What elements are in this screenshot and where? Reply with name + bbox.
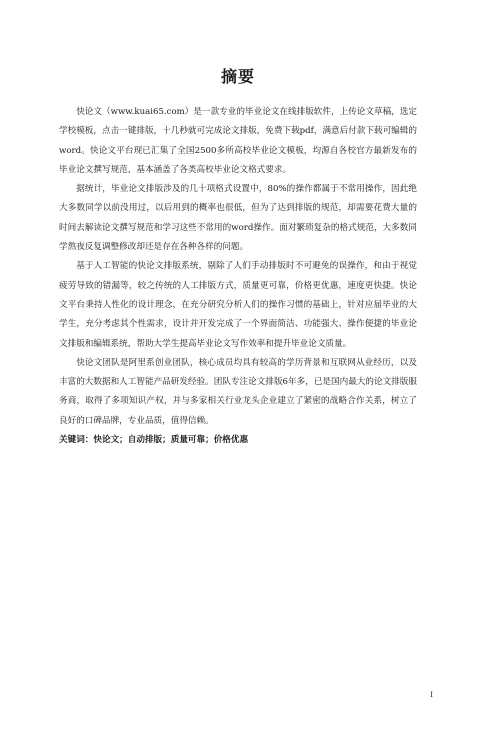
abstract-paragraph-3: 基于人工智能的快论文排版系统，剔除了人们手动排版时不可避免的误操作，和由于视觉疲劳导致的错漏等，较之传统的人工排版方式，质量更可靠，价格更优惠，速度更快捷。快论文平台秉持人性化的设计理念，在充分研究分析人们的操作习惯的基础上，针对应届毕业的大学生，充分考虑其个性需求，设计并开发完成了一个界面简洁、功能强大、操作便捷的毕业论文排版和编辑系统，帮助大学生提高毕业论文写作效率和提升毕业论文质量。 <box>59 261 417 349</box>
abstract-paragraph-2: 据统计，毕业论文排版涉及的几十项格式设置中，80%的操作都属于不常用操作，因此绝大多数同学以前没用过，以后用到的概率也很低，但为了达到排版的规范，却需要花费大量的时间去解读论文撰写规范和学习这些不常用的word操作。面对繁琐复杂的格式规范，大多数同学熬夜反复调整修改却还是存在各种各样的问题。 <box>59 184 417 253</box>
abstract-title: 摘要 <box>220 67 255 86</box>
page-number: I <box>430 691 433 699</box>
abstract-paragraph-1: 快论文（www.kuai65.com）是一款专业的毕业论文在线排版软件，上传论文草稿，选定学校模板，点击一键排版，十几秒就可完成论文排版，免费下载pdf，满意后付款下载可编辑的word。快论文平台现已汇集了全国2500多所高校毕业论文模板，均源自各校官方最新发布的毕业论文撰写规范，基本涵盖了各类高校毕业论文格式要求。 <box>59 107 417 175</box>
keywords-line: 关键词：快论文；自动排版；质量可靠；价格优惠 <box>59 435 249 446</box>
document-page <box>0 64 480 743</box>
abstract-paragraph-4: 快论文团队是阿里系创业团队，核心成员均具有较高的学历背景和互联网从业经历，以及丰富的大数据和人工智能产品研发经验。团队专注论文排版6年多，已是国内最大的论文排版服务商，取得了多项知识产权，并与多家相关行业龙头企业建立了紧密的战略合作关系，树立了良好的口碑品牌，专业品质，值得信赖。 <box>59 357 417 426</box>
